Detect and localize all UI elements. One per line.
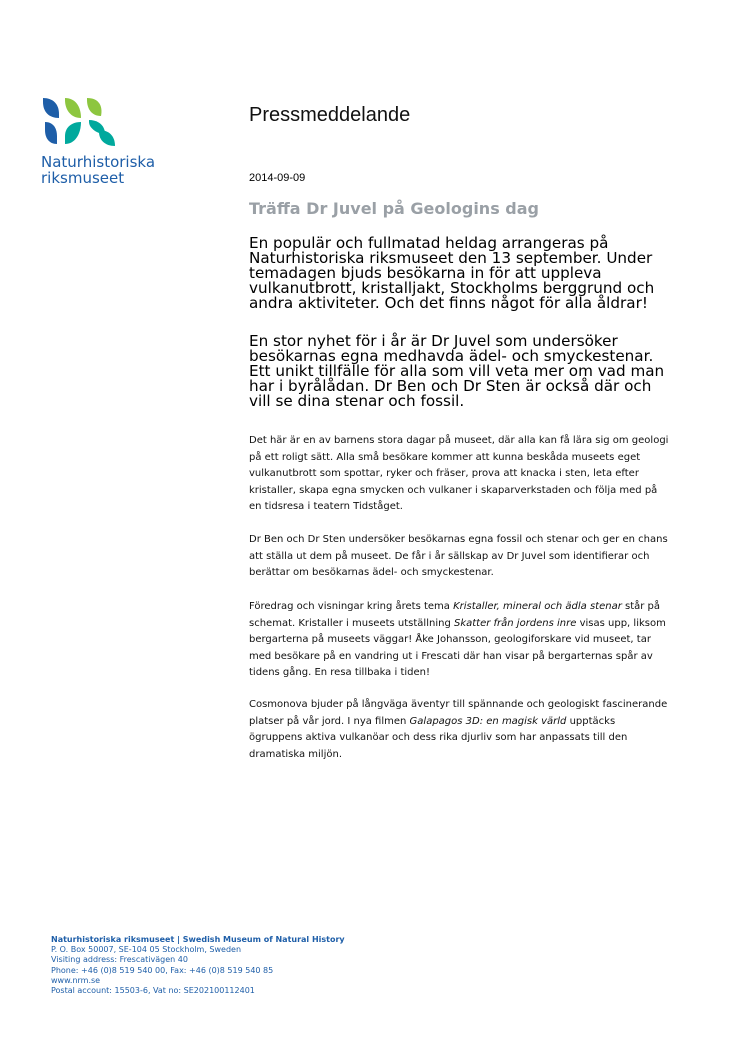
p3-text-c: visas upp, liksom bergarterna på museets väggar! Åke Johansson, geologiforskare vid museet, tar med besökare på en vandring ut i Frescati där han visar på bergarternas spår av tidens gång. En resa tillbaka i tiden! xyxy=(249,617,666,679)
lead-paragraph-1: En populär och fullmatad heldag arrangeras på Naturhistoriska riksmuseet den 13 september. Under temadagen bjuds besökarna in för att uppleva vulkanutbrott, kristalljakt, Stockholms berggrund och andra aktiviteter. Och det finns något för alla åldrar! xyxy=(249,234,655,312)
footer-postal: Postal account: 15503-6, Vat no: SE202100112401 xyxy=(51,986,255,996)
p4-text-b: upptäcks ögruppens aktiva vulkanöar och dess rika djurliv som har anpassats till den dramatiska miljön. xyxy=(249,715,628,760)
body-paragraph-3 xyxy=(249,599,669,682)
p4-text-a: Cosmonova bjuder på långväga äventyr till spännande och geologiskt fascinerande platser på vår jord. I nya filmen xyxy=(249,699,668,727)
body-paragraph-2: Dr Ben och Dr Sten undersöker besökarnas egna fossil och stenar och ger en chans att ställa ut dem på museet. De får i år sällskap av Dr Juvel som identifierar och berättar om besökarnas ädel- och smyckestenar. xyxy=(249,534,668,579)
footer-title: Naturhistoriska riksmuseet | Swedish Museum of Natural History xyxy=(51,935,345,944)
logo-mark-icon xyxy=(41,96,117,148)
footer-phone: Phone: +46 (0)8 519 540 00, Fax: +46 (0)8 519 540 85 xyxy=(51,965,274,975)
press-release-title: Träffa Dr Juvel på Geologins dag xyxy=(249,199,539,218)
p3-text-b: står på schemat. Kristaller i museets utställning xyxy=(249,601,661,629)
logo-wordmark xyxy=(41,154,161,186)
release-date: 2014-09-09 xyxy=(249,172,306,184)
lead-paragraph-2: En stor nyhet för i år är Dr Juvel som undersöker besökarnas egna medhavda ädel- och smyckestenar. Ett unikt tillfälle för alla som vill veta mer om vad man har i byrålådan. Dr Ben och Dr Sten är också där och vill se dina stenar och fossil. xyxy=(249,332,665,410)
body-paragraph-4 xyxy=(249,697,669,763)
p3-theme-italic: Kristaller, mineral och ädla stenar xyxy=(453,601,622,612)
p3-exhibition-italic: Skatter från jordens inre xyxy=(453,617,577,629)
museum-logo xyxy=(41,96,161,186)
logo-name-line1: Naturhistoriska xyxy=(41,153,156,171)
footer-contact xyxy=(51,935,345,996)
footer-visiting: Visiting address: Frescativägen 40 xyxy=(51,955,188,965)
p4-film-italic: Galapagos 3D: en magisk värld xyxy=(409,715,567,727)
document-heading: Pressmeddelande xyxy=(249,104,411,126)
body-paragraph-1: Det här är en av barnens stora dagar på museet, där alla kan få lära sig om geologi på ett roligt sätt. Alla små besökare kommer att kunna beskåda museets eget vulkanutbrott som spottar, ryker och fräser, prova att knacka i sten, leta efter kristaller, skapa egna smycken och vulkaner i skaparverkstaden och följa med på en tidsresa i teatern Tidståget. xyxy=(249,435,669,513)
logo-name-line2: riksmuseet xyxy=(41,169,125,187)
footer-address: P. O. Box 50007, SE-104 05 Stockholm, Sweden xyxy=(51,945,242,955)
p3-text-a: Föredrag och visningar kring årets tema xyxy=(249,601,454,612)
footer-web-link[interactable]: www.nrm.se xyxy=(51,975,101,985)
